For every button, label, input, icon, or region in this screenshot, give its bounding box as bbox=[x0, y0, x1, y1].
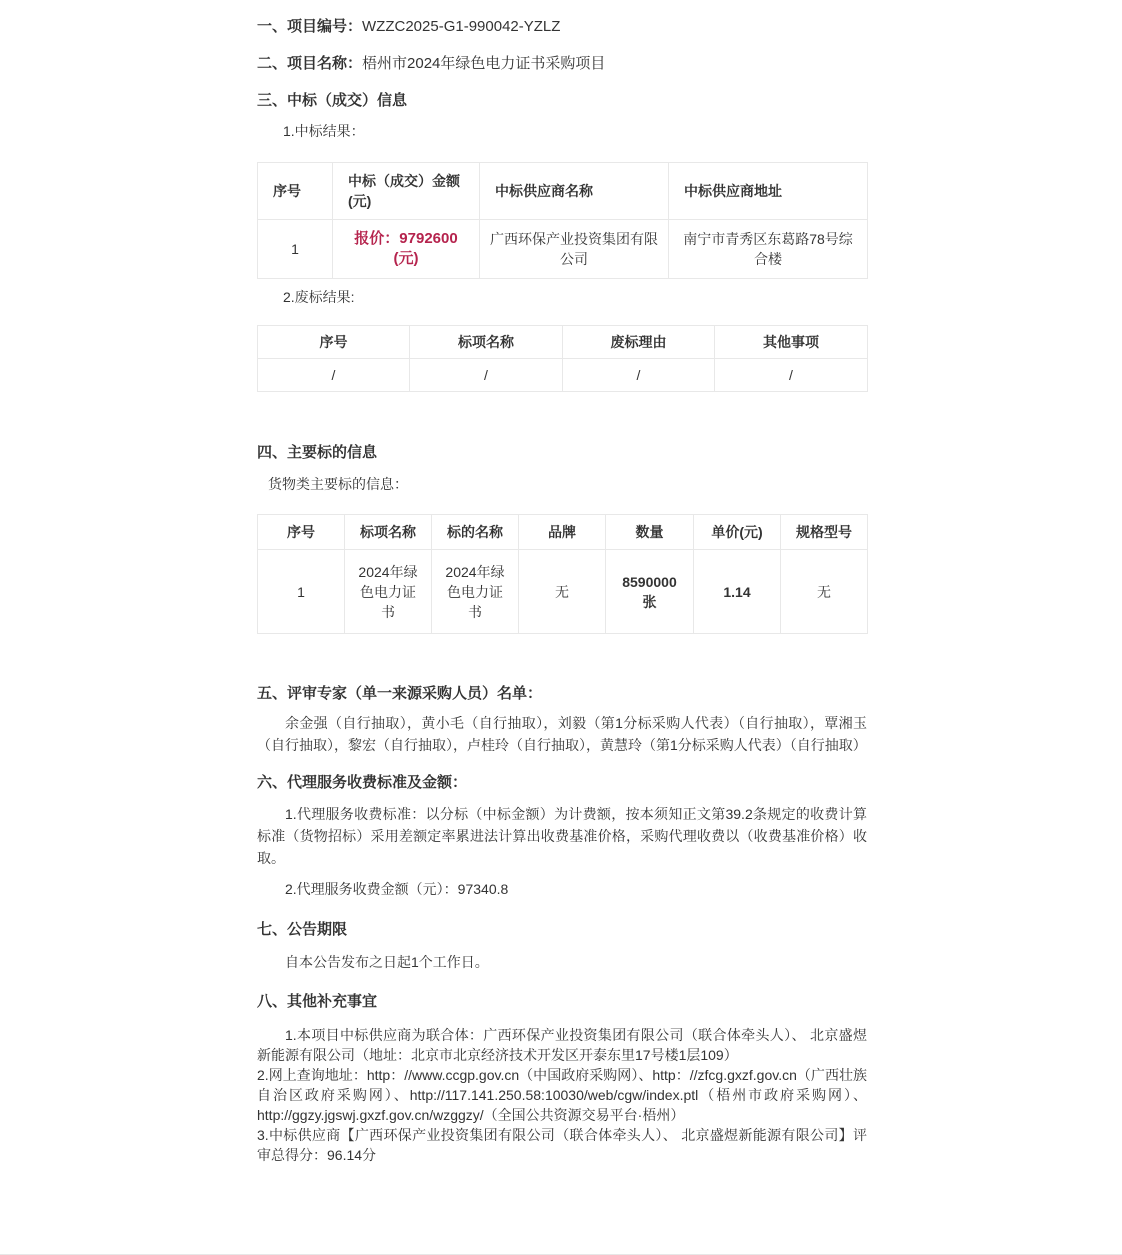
goods-info-label: 货物类主要标的信息： bbox=[268, 476, 408, 492]
notice-period-body: 自本公告发布之日起1个工作日。 bbox=[285, 954, 489, 970]
fail-cell-lot: / bbox=[410, 359, 563, 392]
items-cell-lot-name: 2024年绿色电力证书 bbox=[345, 550, 432, 634]
project-name-value: 梧州市2024年绿色电力证书采购项目 bbox=[362, 55, 606, 72]
other-matters-query-urls: 2.网上查询地址：http：//www.ccgp.gov.cn（中国政府采购网）、http：//zfcg.gxzf.gov.cn（广西壮族自治区政府采购网）、http://117.141.250.58:10030/web/cgw/index.ptl（梧州市政府采购网）、http://ggzy.jgswj.gxzf.gov.cn/wzggzy/（全国公共资源交易平台·梧州） bbox=[257, 1067, 867, 1123]
goods-items-table bbox=[257, 514, 868, 634]
award-header-no: 序号 bbox=[258, 163, 333, 220]
agency-fee-standard: 1.代理服务收费标准：以分标（中标金额）为计费额，按本须知正文第39.2条规定的收费计算标准（货物招标）采用差额定率累进法计算出收费基准价格，采购代理收费以（收费基准价格）收取。 bbox=[257, 806, 867, 866]
award-cell-amount bbox=[333, 220, 480, 279]
section-agency-fee-title: 六、代理服务收费标准及金额： bbox=[257, 774, 468, 791]
experts-list: 余金强（自行抽取），黄小毛（自行抽取），刘毅（第1分标采购人代表）（自行抽取），覃湘玉（自行抽取），黎宏（自行抽取），卢桂玲（自行抽取），黄慧玲（第1分标采购人代表）（自行抽取） bbox=[257, 715, 867, 753]
fail-cell-reason: / bbox=[563, 359, 715, 392]
project-number-label: 一、项目编号： bbox=[257, 18, 363, 35]
fail-result-table bbox=[257, 325, 868, 392]
award-header-address: 中标供应商地址 bbox=[669, 163, 868, 220]
section-main-subject-title: 四、主要标的信息 bbox=[257, 444, 378, 461]
items-cell-spec: 无 bbox=[781, 550, 868, 634]
award-cell-address: 南宁市青秀区东葛路78号综合楼 bbox=[669, 220, 868, 279]
project-name-label: 二、项目名称： bbox=[257, 55, 363, 72]
items-cell-unit-price: 1.14 bbox=[694, 550, 781, 634]
fail-result-row bbox=[258, 359, 868, 392]
section-award-info-title: 三、中标（成交）信息 bbox=[257, 92, 408, 109]
fail-cell-no: / bbox=[258, 359, 410, 392]
items-header-brand: 品牌 bbox=[519, 515, 606, 550]
award-price-unit: (元) bbox=[393, 250, 419, 267]
items-header-unit-price: 单价(元) bbox=[694, 515, 781, 550]
award-header-supplier: 中标供应商名称 bbox=[480, 163, 669, 220]
items-cell-quantity: 8590000张 bbox=[606, 550, 694, 634]
items-cell-brand: 无 bbox=[519, 550, 606, 634]
award-header-amount: 中标（成交）金额(元) bbox=[333, 163, 480, 220]
other-matters-score: 3.中标供应商【广西环保产业投资集团有限公司（联合体牵头人）、 北京盛煜新能源有限公司】评审总得分：96.14分 bbox=[257, 1127, 867, 1163]
award-result-table bbox=[257, 162, 868, 279]
section-notice-period-title: 七、公告期限 bbox=[257, 921, 348, 938]
other-matters-consortium: 1.本项目中标供应商为联合体：广西环保产业投资集团有限公司（联合体牵头人）、 北京盛煜新能源有限公司（地址：北京市北京经济技术开发区开泰东里17号楼1层109） bbox=[257, 1027, 867, 1063]
fail-header-no: 序号 bbox=[258, 326, 410, 359]
project-number-value: WZZC2025-G1-990042-YZLZ bbox=[362, 18, 561, 35]
items-row bbox=[258, 550, 868, 634]
fail-result-label: 2.废标结果: bbox=[283, 289, 355, 305]
items-header-no: 序号 bbox=[258, 515, 345, 550]
award-result-label: 1.中标结果： bbox=[283, 123, 365, 139]
items-header-row bbox=[258, 515, 868, 550]
fail-cell-other: / bbox=[715, 359, 868, 392]
agency-fee-amount: 2.代理服务收费金额（元）：97340.8 bbox=[285, 881, 509, 897]
announcement-content bbox=[257, 0, 867, 1165]
items-cell-item-name: 2024年绿色电力证书 bbox=[432, 550, 519, 634]
section-experts-title: 五、评审专家（单一来源采购人员）名单： bbox=[257, 685, 543, 702]
award-result-header-row bbox=[258, 163, 868, 220]
fail-header-reason: 废标理由 bbox=[563, 326, 715, 359]
fail-header-row bbox=[258, 326, 868, 359]
award-result-row bbox=[258, 220, 868, 279]
award-cell-supplier: 广西环保产业投资集团有限公司 bbox=[480, 220, 669, 279]
items-header-item-name: 标的名称 bbox=[432, 515, 519, 550]
items-header-quantity: 数量 bbox=[606, 515, 694, 550]
fail-header-other: 其他事项 bbox=[715, 326, 868, 359]
award-cell-no: 1 bbox=[258, 220, 333, 279]
items-header-lot-name: 标项名称 bbox=[345, 515, 432, 550]
items-header-spec: 规格型号 bbox=[781, 515, 868, 550]
fail-header-lot: 标项名称 bbox=[410, 326, 563, 359]
other-matters-block bbox=[257, 1025, 867, 1165]
items-cell-no: 1 bbox=[258, 550, 345, 634]
section-project-number bbox=[257, 16, 867, 37]
section-other-matters-title: 八、其他补充事宜 bbox=[257, 993, 378, 1010]
section-project-name bbox=[257, 53, 867, 74]
award-price-value: 报价：9792600 bbox=[354, 230, 458, 247]
